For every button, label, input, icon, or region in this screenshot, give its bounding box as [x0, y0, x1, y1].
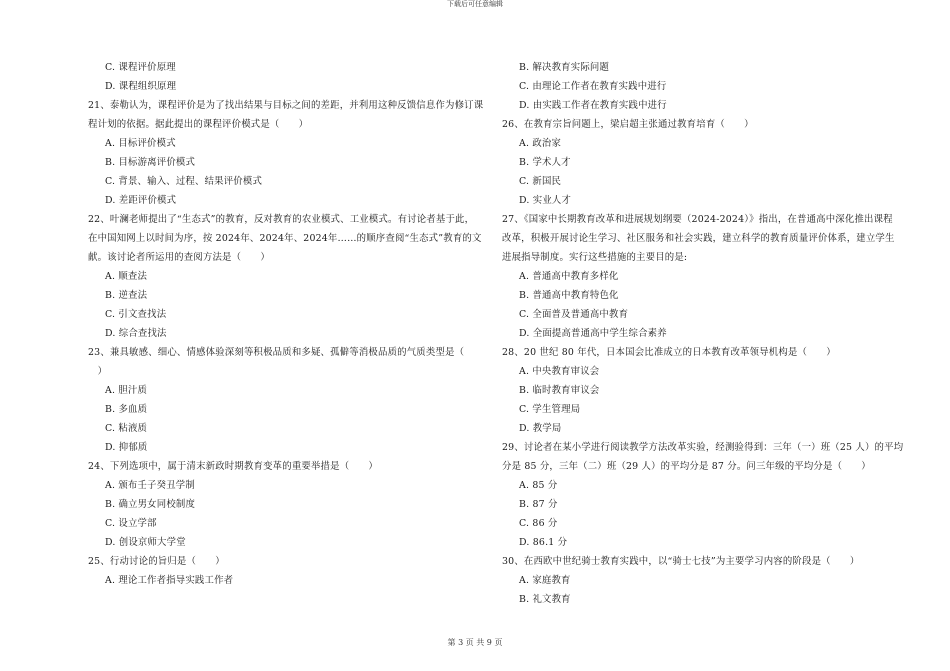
answer-option: A. 政治家 [519, 138, 562, 149]
question-text-line: ） [88, 366, 108, 377]
left-column [88, 58, 486, 590]
answer-option: B. 礼文教育 [519, 594, 571, 605]
answer-option: A. 85 分 [519, 480, 558, 491]
answer-option: D. 全面提高普通高中学生综合素养 [519, 328, 667, 339]
question-text-line: 献。该讨论者所运用的查阅方法是（ ） [88, 252, 270, 263]
question-text-line: 改革，积极开展讨论生学习、社区服务和社会实践，建立科学的教育质量评价体系，建立学生 [502, 233, 895, 244]
answer-option: D. 综合查找法 [105, 328, 167, 339]
answer-option: B. 87 分 [519, 499, 558, 510]
answer-option: A. 胆汁质 [105, 385, 148, 396]
answer-option: A. 颁布壬子癸丑学制 [105, 480, 195, 491]
answer-option: A. 理论工作者指导实践工作者 [105, 575, 234, 586]
answer-option: C. 设立学部 [105, 518, 157, 529]
answer-option: C. 课程评价原理 [105, 62, 176, 73]
question-text-line: 在中国知网上以时间为序，按 2024年、2024年、2024年……的顺序查阅“生态式”教育的文 [88, 233, 482, 244]
question-text-line: 23、兼具敏感、细心、情感体验深刻等积极品质和多疑、孤僻等消极品质的气质类型是（ [88, 347, 465, 358]
answer-option: D. 由实践工作者在教育实践中进行 [519, 100, 667, 111]
answer-option: B. 目标游离评价模式 [105, 157, 196, 168]
answer-option: C. 新国民 [519, 176, 562, 187]
answer-option: A. 家庭教育 [519, 575, 571, 586]
question-text-line: 25、行动讨论的旨归是（ ） [88, 556, 225, 567]
answer-option: C. 86 分 [519, 518, 558, 529]
answer-option: B. 学术人才 [519, 157, 571, 168]
question-text-line: 程计划的依据。据此提出的课程评价模式是（ ） [88, 119, 309, 130]
answer-option: B. 逆查法 [105, 290, 148, 301]
answer-option: A. 普通高中教育多样化 [519, 271, 619, 282]
answer-option: B. 确立男女同校制度 [105, 499, 196, 510]
answer-option: D. 创设京师大学堂 [105, 537, 186, 548]
question-text-line: 22、叶澜老师提出了“生态式”的教育，反对教育的农业模式、工业模式。有讨论者基于此， [88, 214, 475, 225]
answer-option: C. 引文查找法 [105, 309, 167, 320]
answer-option: B. 普通高中教育特色化 [519, 290, 619, 301]
answer-option: C. 全面普及普通高中教育 [519, 309, 629, 320]
answer-option: A. 顺查法 [105, 271, 148, 282]
answer-option: B. 解决教育实际问题 [519, 62, 610, 73]
answer-option: D. 差距评价模式 [105, 195, 177, 206]
question-text-line: 30、在西欧中世纪骑士教育实践中，以“骑士七技”为主要学习内容的阶段是（ ） [502, 556, 860, 567]
answer-option: D. 实业人才 [519, 195, 572, 206]
right-column [502, 58, 904, 609]
question-text-line: 分是 85 分，三年（二）班（29 人）的平均分是 87 分。问三年级的平均分是（ ） [502, 461, 871, 472]
answer-option: D. 86.1 分 [519, 537, 568, 548]
answer-option: B. 临时教育审议会 [519, 385, 600, 396]
answer-option: C. 粘液质 [105, 423, 148, 434]
question-text-line: 26、在教育宗旨问题上，梁启超主张通过教育培育（ ） [502, 119, 754, 130]
question-text-line: 进展指导制度。实行这些措施的主要目的是: [502, 252, 688, 263]
question-text-line: 27、《国家中长期教育改革和进展规划纲要（2024-2024）》指出，在普通高中深化推出课程 [502, 214, 893, 225]
answer-option: C. 背景、输入、过程、结果评价模式 [105, 176, 263, 187]
answer-option: B. 多血质 [105, 404, 148, 415]
answer-option: A. 目标评价模式 [105, 138, 176, 149]
question-text-line: 24、下列选项中，属于清末新政时期教育变革的重要举措是（ ） [88, 461, 379, 472]
page-footer: 第 3 页 共 9 页 [447, 638, 503, 647]
answer-option: D. 抑郁质 [105, 442, 148, 453]
question-text-line: 21、泰勒认为，课程评价是为了找出结果与目标之间的差距，并利用这种反馈信息作为修订课 [88, 100, 484, 111]
answer-option: D. 课程组织原理 [105, 81, 177, 92]
answer-option: A. 中央教育审议会 [519, 366, 600, 377]
answer-option: D. 教学局 [519, 423, 562, 434]
page-header: 下载后可任意编辑 [447, 0, 503, 8]
question-text-line: 29、讨论者在某小学进行阅读教学方法改革实验，经测验得到：三年（一）班（25 人）的平均 [502, 442, 904, 453]
answer-option: C. 学生管理局 [519, 404, 581, 415]
question-text-line: 28、20 世纪 80 年代，日本国会比准成立的日本教育改革领导机构是（ ） [502, 347, 836, 358]
answer-option: C. 由理论工作者在教育实践中进行 [519, 81, 667, 92]
